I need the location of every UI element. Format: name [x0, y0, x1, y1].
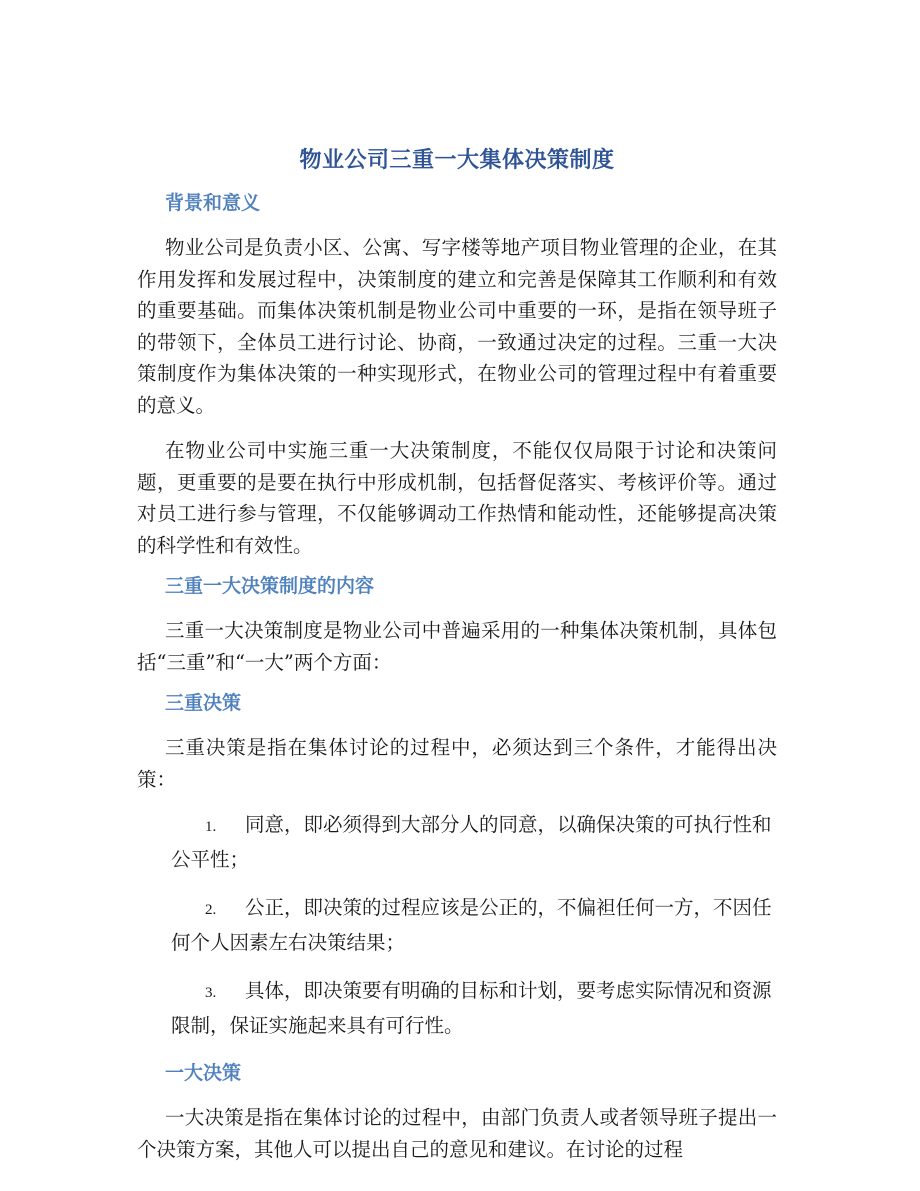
- section-heading-three: 三重决策: [165, 692, 242, 714]
- three-conditions-list: [137, 809, 777, 1041]
- list-item-number: 1.: [205, 819, 217, 835]
- list-item: [137, 809, 777, 875]
- list-item-text: 同意，即必须得到大部分人的同意，以确保决策的可执行性和公平性；: [171, 813, 772, 871]
- list-item-text: 具体，即决策要有明确的目标和计划，要考虑实际情况和资源限制，保证实施起来具有可行性。: [171, 979, 772, 1037]
- list-item: [137, 892, 777, 958]
- list-item: [137, 975, 777, 1041]
- list-item-number: 2.: [205, 902, 217, 918]
- document-title: 物业公司三重一大集体决策制度: [299, 148, 615, 173]
- content-paragraph-1: 三重一大决策制度是物业公司中普遍采用的一种集体决策机制，具体包括“三重”和“一大”两个方面：: [137, 619, 777, 674]
- document-page: [137, 130, 777, 1165]
- list-item-number: 3.: [205, 985, 217, 1001]
- list-item-text: 公正，即决策的过程应该是公正的，不偏袒任何一方，不因任何个人因素左右决策结果；: [171, 896, 772, 954]
- section-heading-background: 背景和意义: [165, 192, 261, 214]
- one-paragraph-1: 一大决策是指在集体讨论的过程中，由部门负责人或者领导班子提出一个决策方案，其他人可以提出自己的意见和建议。在讨论的过程: [137, 1106, 777, 1161]
- section-heading-one: 一大决策: [165, 1062, 242, 1084]
- background-paragraph-2: 在物业公司中实施三重一大决策制度，不能仅仅局限于讨论和决策问题，更重要的是要在执行中形成机制，包括督促落实、考核评价等。通过对员工进行参与管理，不仅能够调动工作热情和能动性，还能够提高决策的科学性和有效性。: [137, 439, 777, 557]
- three-paragraph-1: 三重决策是指在集体讨论的过程中，必须达到三个条件，才能得出决策：: [137, 736, 777, 791]
- background-paragraph-1: 物业公司是负责小区、公寓、写字楼等地产项目物业管理的企业，在其作用发挥和发展过程中，决策制度的建立和完善是保障其工作顺利和有效的重要基础。而集体决策机制是物业公司中重要的一环，是指在领导班子的带领下，全体员工进行讨论、协商，一致通过决定的过程。三重一大决策制度作为集体决策的一种实现形式，在物业公司的管理过程中有着重要的意义。: [137, 236, 777, 417]
- section-heading-content: 三重一大决策制度的内容: [165, 575, 375, 597]
